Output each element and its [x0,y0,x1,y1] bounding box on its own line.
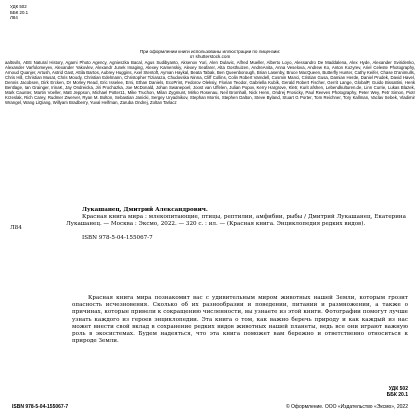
catalog-index: Л84 [10,225,22,231]
bottom-udk-code: УДК 502 [388,386,408,392]
page-footer [12,404,408,410]
classification-codes [10,4,28,21]
catalog-description: Красная книга мира : млекопитающие, птицы, рептилии, амфибии, рыбы / Дмитрий Лукашанец, Екатерина Лукашанец. — Москва : Эксмо, 2022. — 320 с. : ил. — (Красная книга. Энциклопедия редких видов). [66,214,406,228]
bottom-classification-codes [387,386,408,398]
annotation-text: Красная книга мира познакомит вас с удивительным миром животных нашей Земли, которым грозит опасность исчезновения. Сколько об их разнообразии и поведении, питании и размножении, а также о причинах, которые привели к сокращению численности, вы узнаете из этой книги. Фотографии помогут лучше узнать каждого из героев энциклопедии. Эта книга о том, как важно беречь природу и как каждый из нас может внести свой вклад в сохранение редких видов животных нашей планеты, ведь все они играют важную роль в экосистемах. Будем надеяться, что эта книга поможет вам бережно и ответственно относиться к природе Земли. [72,295,408,345]
catalog-record [10,207,406,242]
author-sign: Л84 [10,15,18,21]
footer-isbn: ISBN 978-5-04-155067-7 [12,404,69,410]
credits-text: aaltsvils, ABS Natural History, Agami Photo Agency, Agnieszka Bacal, Agus Sudibyanto, Aksenov Yuri, Alen Dulavic, Alfred Mueller, Alberto Loyo, Alessandro De Maddalena, Alex Hyde, Alexander Sviridenko, Alexander Varfolomeyev, Alexander Yakovlev, Alexandr Junek Imaging, Alexey Kamenskiy, Alexey Seafarer, Alta Oosthuizen, AndreAnita, Anna Veselova, Andrew Ko, Anton Kozyrev, Ariel Celeste Photography, Arnoud Quanjer, Artush, Astrid Gast, Attila Bartos, Aubrey Huggins, Axel Stentoft, Ayman Haykal, Beata Tabak, Ben Queenborough, Brian Lasenby, Bruce MacQueen, Butterfly Hunter, Cathy Keifer, Chase D'animulls, Chris Hill, Christian Musat, Chris Moody, Christian Edelmann, Christopher Tiziaraza, Chudovska Ninna, Cliff Collins, Colin Robert Varndell, Cosmin Manci, Cristian Gusa, Damian Herde, Daniel Prudek, David Havel, Dennis Jacobsen, Dirk Ercken, Dr Morley Read, Eric Isselee, Erni, Ethan Daniels, EcoPrint, Fedorov Oleksiy, Florian Teodor, Gabriella Kubik, Gerald Robert Fischer, Gerrit Lange, GlobalP, Guido Bissattini, Henk Bentlage, Ian Grainger, IrinaK, Jay Ondreicka, Jiri Prochazka, Joe McDonald, Johan Swanepoel, Joost van Uffelen, Julian Popov, Kerry Hargrove, Kletr, Kurit afshen, Lebendkulturen.de, Linn Currie, Lukas Blazek, Mark Caunter, Martin Voeller, Matt Jeppson, Michael Potter11, Mike Truchon, Milan Zygmunt, Mirko Rosenau, Neil Bromhall, Nick Henn, Ondrej Prosicky, Paul Reeves Photography, Peter Wey, Petr Simon, Piotr Krzeslak, Rich Carey, Rudmer Zwerver, Ryan M. Bolton, Sebastian Janicki, Sergey Uryadnikov, Stephan Morris, Stephen Dalton, Steve Byland, Stuart G Porter, Tom Reichner, Tory Kallman, Vaclav Sebek, Vladimir Wrangel, Wang LiQiang, Willyam Bradberry, Yuval Helfman, Zaruba Ondrej, Zoltan Tarlacz [5,59,415,106]
footer-copyright: © Оформление. ООО «Издательство «Эксмо», 2022 [285,404,408,410]
credits-heading: При оформлении книги использованы иллюстрации по лицензии: от shutterstock.com [139,49,281,60]
udk-code: УДК 502 [10,4,27,9]
bbk-code: ББК 20.1 [10,9,29,15]
catalog-isbn: ISBN 978-5-04-155067-7 [82,234,153,241]
bottom-bbk-code: ББК 20.1 [386,392,408,398]
author-heading: Лукашанец, Дмитрий Александрович. [82,207,208,213]
illustration-credits [5,49,415,105]
